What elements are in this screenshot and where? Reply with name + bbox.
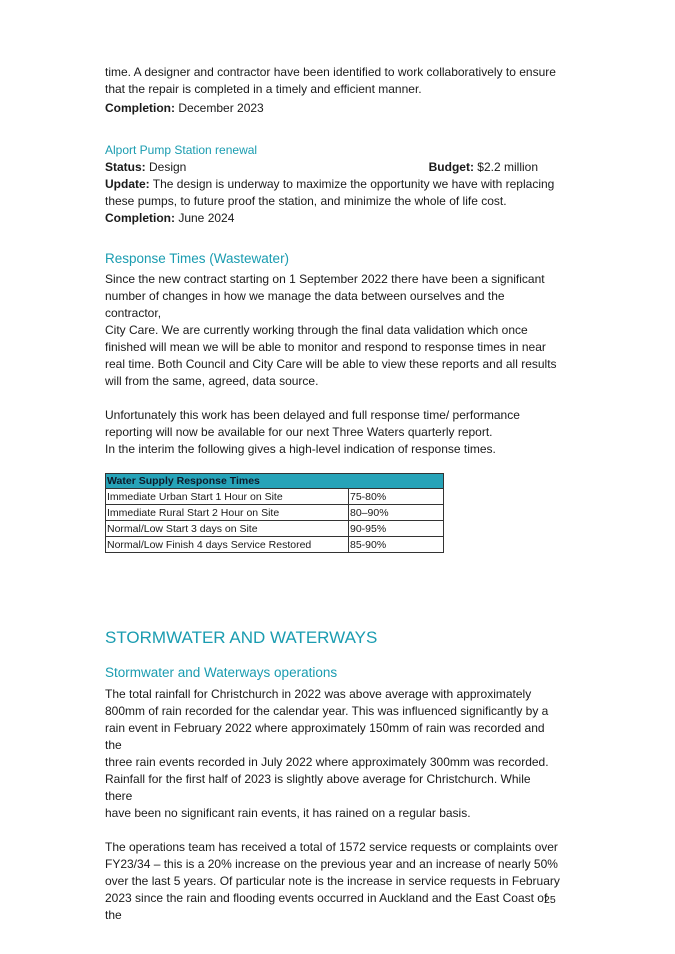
update-line: The design is underway to maximize the opportunity we have with replacing (149, 177, 555, 191)
status-label: Status: (105, 160, 146, 174)
para-line: Unfortunately this work has been delayed and full response time/ performance (105, 408, 520, 422)
alport-budget (429, 159, 538, 176)
table-cell-value: 80–90% (349, 505, 444, 521)
table-row (106, 537, 444, 553)
para-line: reporting will now be available for our next Three Waters quarterly report. (105, 425, 493, 439)
update-line: these pumps, to future proof the station, and minimize the whole of life cost. (105, 194, 507, 208)
para-line: 2023 since the rain and flooding events occurred in Auckland and the East Coast of the (105, 891, 548, 922)
table-row (106, 505, 444, 521)
para-line: over the last 5 years. Of particular note is the increase in service requests in February (105, 874, 560, 888)
alport-status-row (105, 159, 560, 176)
para-line: have been no significant rain events, it has rained on a regular basis. (105, 806, 471, 820)
alport-update (105, 176, 560, 193)
table-cell-label: Normal/Low Start 3 days on Site (106, 521, 349, 537)
para-line: rain event in February 2022 where approximately 150mm of rain was recorded and the (105, 721, 545, 752)
completion-label: Completion: (105, 101, 175, 115)
table-cell-value: 90-95% (349, 521, 444, 537)
table-cell-label: Immediate Urban Start 1 Hour on Site (106, 489, 349, 505)
table-cell-label: Immediate Rural Start 2 Hour on Site (106, 505, 349, 521)
intro-block (105, 64, 560, 117)
para-line: Since the new contract starting on 1 September 2022 there have been a significant (105, 272, 545, 286)
completion-value: December 2023 (175, 101, 264, 115)
status-value: Design (145, 160, 187, 174)
table-cell-label: Normal/Low Finish 4 days Service Restored (106, 537, 349, 553)
alport-completion (105, 210, 560, 227)
response-times-table (105, 473, 444, 553)
table-cell-value: 75-80% (349, 489, 444, 505)
response-heading: Response Times (Wastewater) (105, 251, 290, 266)
update-label: Update: (105, 177, 150, 191)
budget-label: Budget: (428, 160, 474, 174)
para-line: Rainfall for the first half of 2023 is slightly above average for Christchurch. While there (105, 772, 531, 803)
para-line: The total rainfall for Christchurch in 2022 was above average with approximately (105, 687, 532, 701)
stormwater-para-1 (105, 686, 560, 822)
para-line: real time. Both Council and City Care will be able to view these reports and all results (105, 357, 557, 371)
para-line: City Care. We are currently working through the final data validation which once (105, 323, 528, 337)
para-line: FY23/34 – this is a 20% increase on the previous year and an increase of nearly 50% (105, 857, 558, 871)
para-line: finished will mean we will be able to monitor and respond to response times in near (105, 340, 546, 354)
section-title: STORMWATER AND WATERWAYS (105, 628, 378, 647)
response-table-wrap (105, 473, 444, 553)
stormwater-subheading: Stormwater and Waterways operations (105, 665, 338, 680)
completion-label: Completion: (105, 211, 175, 225)
table-header-row (106, 474, 444, 489)
table-header: Water Supply Response Times (106, 474, 444, 489)
alport-block (105, 142, 560, 227)
response-para-2 (105, 407, 560, 458)
intro-line: time. A designer and contractor have been identified to work collaboratively to ensure (105, 65, 556, 79)
stormwater-section (105, 627, 560, 924)
intro-completion (105, 100, 560, 117)
para-line: 800mm of rain recorded for the calendar year. This was influenced significantly by a (105, 704, 549, 718)
alport-status (105, 159, 186, 176)
stormwater-para-2 (105, 839, 560, 924)
response-block (105, 250, 560, 458)
table-cell-value: 85-90% (349, 537, 444, 553)
response-para-1 (105, 271, 560, 390)
completion-value: June 2024 (175, 211, 235, 225)
para-line: three rain events recorded in July 2022 where approximately 300mm was recorded. (105, 755, 549, 769)
table-row (106, 489, 444, 505)
budget-value: $2.2 million (473, 160, 538, 174)
alport-heading: Alport Pump Station renewal (105, 143, 258, 157)
para-line: The operations team has received a total of 1572 service requests or complaints over (105, 840, 558, 854)
para-line: number of changes in how we manage the data between ourselves and the contractor, (105, 289, 505, 320)
para-line: In the interim the following gives a high-level indication of response times. (105, 442, 496, 456)
table-row (106, 521, 444, 537)
page-number: 25 (544, 894, 556, 906)
para-line: will from the same, agreed, data source. (105, 374, 319, 388)
intro-line: that the repair is completed in a timely and efficient manner. (105, 82, 422, 96)
